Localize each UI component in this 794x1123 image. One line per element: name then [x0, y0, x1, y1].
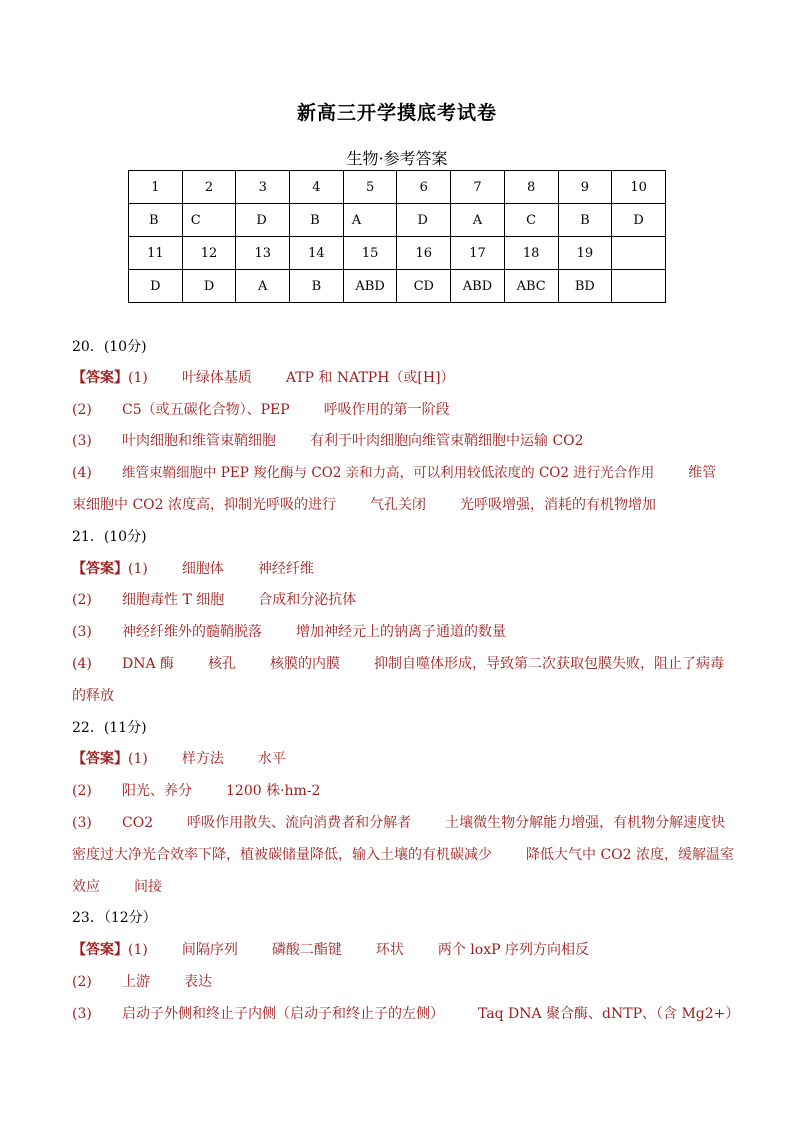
table-cell: 18 [504, 237, 558, 270]
table-cell: A [343, 204, 397, 237]
table-cell: 13 [236, 237, 290, 270]
table-row [129, 171, 666, 204]
question-21-line-5 [72, 687, 732, 705]
table-cell: ABC [504, 270, 558, 303]
answer-text: 间隔序列 [181, 942, 238, 958]
table-cell: A [236, 270, 290, 303]
answer-text: 呼吸作用散失、流向消费者和分解者 [187, 815, 412, 831]
question-22-line-5 [72, 878, 732, 896]
answer-text: 神经纤维 [257, 561, 314, 577]
answer-text: 间接 [134, 879, 162, 895]
table-cell: CD [397, 270, 451, 303]
answer-text: 土壤微生物分解能力增强，有机物分解速度快 [445, 815, 726, 831]
question-22-line-2 [72, 782, 732, 800]
question-21-line-1 [72, 560, 732, 578]
answer-text: 合成和分泌抗体 [258, 592, 357, 608]
question-22-line-1 [72, 750, 732, 768]
answer-text: 两个 loxP 序列方向相反 [437, 942, 589, 958]
answer-text: 叶绿体基质 [181, 370, 252, 386]
table-row [129, 204, 666, 237]
table-cell: D [182, 270, 236, 303]
table-cell: 1 [129, 171, 183, 204]
part-number: (2) [72, 402, 92, 418]
question-20-heading: 20．(10分) [72, 339, 147, 355]
answer-text: 气孔关闭 [370, 497, 426, 513]
answer-text: 样方法 [181, 751, 224, 767]
table-cell: 9 [558, 171, 612, 204]
part-number: (1) [128, 561, 148, 577]
part-number: (2) [72, 783, 92, 799]
table-cell: 19 [558, 237, 612, 270]
question-22-line-3 [72, 814, 732, 832]
answer-text: ATP 和 NATPH（或[H]） [285, 370, 455, 386]
answer-text: 水平 [257, 751, 286, 767]
table-cell: C [504, 204, 558, 237]
part-number: (1) [128, 370, 148, 386]
table-cell: ABD [451, 270, 505, 303]
question-21-line-2 [72, 591, 732, 609]
table-cell: D [129, 270, 183, 303]
table-cell: ABD [343, 270, 397, 303]
table-cell: 6 [397, 171, 451, 204]
answer-text: CO2 [122, 815, 154, 831]
question-20-line-3 [72, 432, 732, 450]
answer-text: 降低大气中 CO2 浓度，缓解温室 [526, 847, 734, 863]
part-number: (1) [128, 942, 148, 958]
table-row [129, 270, 666, 303]
table-cell: B [129, 204, 183, 237]
answer-text: 呼吸作用的第一阶段 [323, 402, 450, 418]
part-number: (2) [72, 974, 92, 990]
answer-table [128, 170, 666, 303]
question-23-line-2 [72, 973, 732, 991]
answer-text: 细胞毒性 T 细胞 [122, 592, 225, 608]
answer-text: 抑制自噬体形成，导致第二次获取包膜失败，阻止了病毒 [374, 656, 725, 672]
question-23-heading: 23．（12分） [72, 910, 157, 926]
answer-text: 密度过大净光合效率下降，植被碳储量降低，输入土壤的有机碳减少 [72, 847, 492, 863]
part-number: (1) [128, 751, 148, 767]
table-row [129, 237, 666, 270]
answer-text: 细胞体 [181, 561, 224, 577]
answer-text: 有利于叶肉细胞向维管束鞘细胞中运输 CO2 [310, 433, 584, 449]
table-cell: BD [558, 270, 612, 303]
table-cell: 8 [504, 171, 558, 204]
answer-text: 核膜的内膜 [270, 656, 341, 672]
answer-text: 维管 [688, 465, 717, 481]
table-cell: B [290, 270, 344, 303]
table-cell [612, 237, 666, 270]
question-20-line-4 [72, 464, 732, 482]
answer-text: 启动子外侧和终止子内侧（启动子和终止子的左侧） [122, 1006, 444, 1022]
answer-text: 维管束鞘细胞中 PEP 羧化酶与 CO2 亲和力高，可以利用较低浓度的 CO2 进行光合作用 [122, 465, 655, 481]
table-cell: 7 [451, 171, 505, 204]
answer-text: 阳光、养分 [122, 783, 192, 799]
answer-text: 增加神经元上的钠离子通道的数量 [296, 624, 506, 640]
table-cell: 4 [290, 171, 344, 204]
answer-text: 上游 [122, 974, 150, 990]
question-23-line-3 [72, 1005, 740, 1023]
answer-text: C5（或五碳化合物）、PEP [122, 402, 290, 418]
answer-text: 1200 株·hm-2 [226, 783, 321, 799]
table-cell: 3 [236, 171, 290, 204]
answer-text: 的释放 [72, 688, 114, 704]
part-number: (4) [72, 656, 92, 672]
table-cell: B [558, 204, 612, 237]
answer-tag: 【答案】 [72, 751, 128, 767]
question-22-line-4 [72, 846, 732, 864]
answer-text: 表达 [184, 974, 212, 990]
answer-text: DNA 酶 [122, 656, 175, 672]
question-20-line-1 [72, 369, 732, 387]
table-cell: 12 [182, 237, 236, 270]
table-cell: 17 [451, 237, 505, 270]
answer-tag: 【答案】 [72, 370, 128, 386]
table-cell: D [612, 204, 666, 237]
question-21-line-4 [72, 655, 732, 673]
answer-tag: 【答案】 [72, 942, 128, 958]
answer-tag: 【答案】 [72, 561, 128, 577]
answer-text: 神经纤维外的髓鞘脱落 [122, 624, 262, 640]
page-subtitle: 生物·参考答案 [346, 149, 448, 168]
answer-text: 束细胞中 CO2 浓度高，抑制光呼吸的进行 [72, 497, 336, 513]
page-title: 新高三开学摸底考试卷 [296, 102, 497, 124]
answer-text: Taq DNA 聚合酶、dNTP、（含 Mg2+） [478, 1006, 740, 1022]
answer-text: 叶肉细胞和维管束鞘细胞 [122, 433, 276, 449]
table-cell: 15 [343, 237, 397, 270]
part-number: (3) [72, 433, 92, 449]
answer-text: 核孔 [208, 656, 237, 672]
part-number: (3) [72, 1006, 92, 1022]
table-cell: 11 [129, 237, 183, 270]
answer-text: 环状 [375, 942, 404, 958]
answer-text: 光呼吸增强，消耗的有机物增加 [460, 497, 656, 513]
question-21-line-3 [72, 623, 732, 641]
answer-text: 效应 [72, 879, 100, 895]
part-number: (3) [72, 624, 92, 640]
part-number: (4) [72, 465, 92, 481]
question-22-heading: 22．(11分) [72, 720, 147, 736]
table-cell: 5 [343, 171, 397, 204]
part-number: (2) [72, 592, 92, 608]
table-cell: 10 [612, 171, 666, 204]
table-cell: 16 [397, 237, 451, 270]
question-23-line-1 [72, 941, 732, 959]
table-cell: D [236, 204, 290, 237]
table-cell: B [290, 204, 344, 237]
part-number: (3) [72, 815, 92, 831]
table-cell: D [397, 204, 451, 237]
table-cell: 14 [290, 237, 344, 270]
table-cell: A [451, 204, 505, 237]
question-20-line-2 [72, 401, 732, 419]
question-21-heading: 21．(10分) [72, 529, 147, 545]
table-cell: C [182, 204, 236, 237]
answer-text: 磷酸二酯键 [271, 942, 342, 958]
table-cell [612, 270, 666, 303]
question-20-line-5 [72, 496, 732, 514]
table-cell: 2 [182, 171, 236, 204]
